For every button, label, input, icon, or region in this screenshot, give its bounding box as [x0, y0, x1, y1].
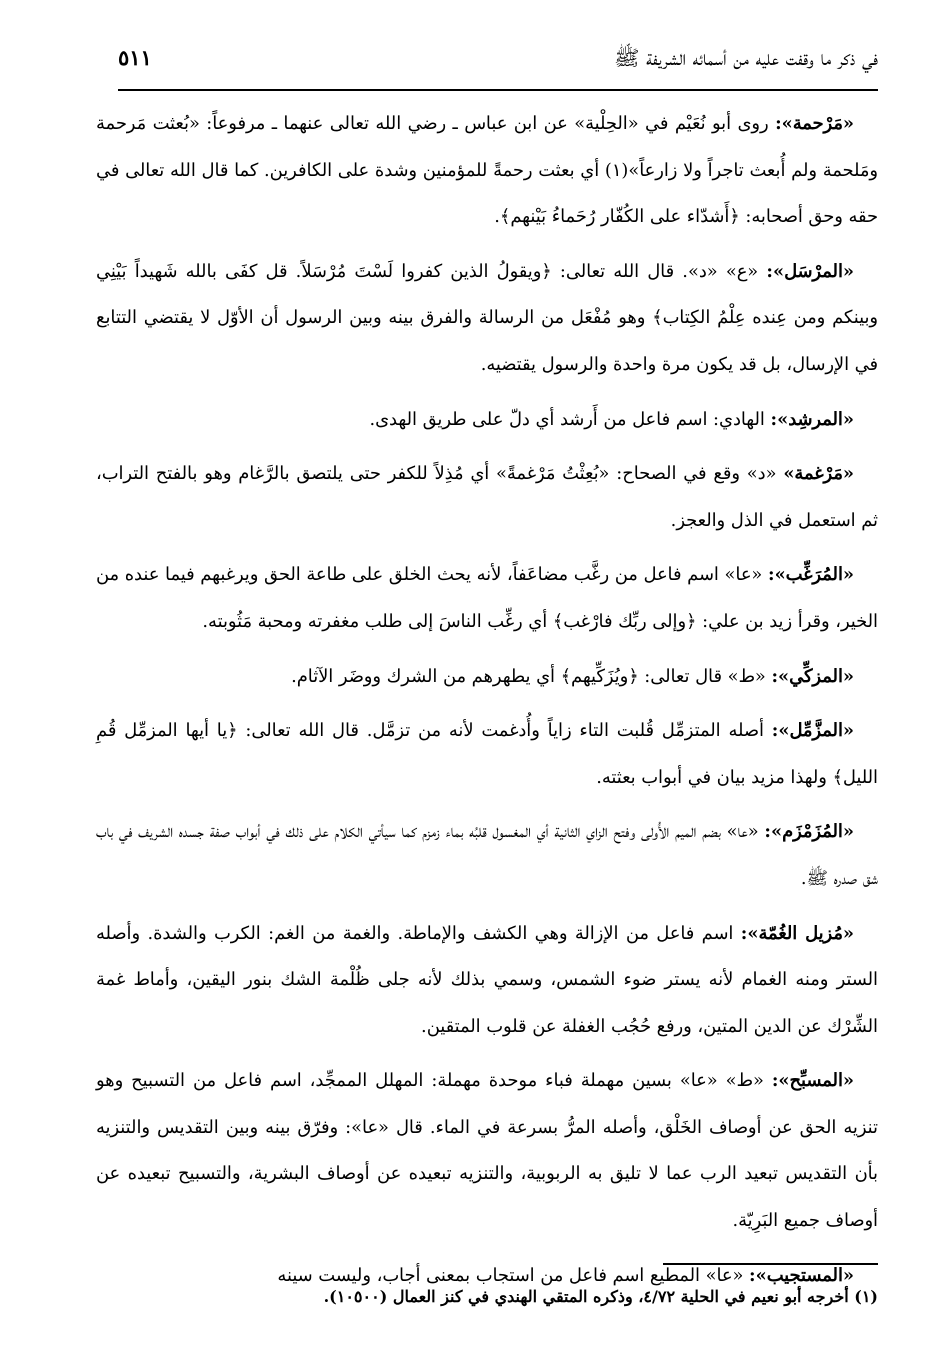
entry-term: «المزَّمِّل»: [771, 720, 854, 742]
entry-paragraph [96, 654, 878, 701]
entry-text: «ط» قال تعالى: ﴿ويُزَكِّيهم﴾ أي يطهرهم من الشرك ووضَر الآثام. [291, 665, 772, 687]
entry-term: «المرْسَل»: [766, 260, 854, 282]
entry-term: «مُزيل الغُمّة»: [740, 922, 854, 944]
entry-text: «د» وقع في الصحاح: «بُعِثْتُ مَرْغمةً» أي مُذِلاً للكفر حتى يلتصق بالرَّغام وهو بالفتح التراب، ثم استعمل في الذل والعجز. [96, 463, 878, 531]
entry-text: «عا» المطيع اسم فاعل من استجاب بمعنى أجاب، وليست سينه [277, 1264, 750, 1286]
entry-paragraph [96, 451, 878, 544]
entry-paragraph [96, 1058, 878, 1244]
entry-text: «عا» اسم فاعل من رغَّب مضاعَفاً، لأنه يحث الخلق على طاعة الحق ويرغبهم فيما عنده من الخير، وقرأ زيد بن علي: ﴿وإلى ربِّك فارْغب﴾ أي رغِّب الناسَ إلى طلب مغفرته ومحبة مَثُوبته. [96, 564, 878, 632]
page-body [96, 101, 878, 1307]
entry-paragraph [96, 397, 878, 444]
entry-term: «المُرَغِّب»: [768, 564, 854, 586]
page-header [118, 45, 878, 91]
entry-paragraph [96, 101, 878, 241]
footnote: (١) أخرجه أبو نعيم في الحلية ٤/٧٢، وذكره المتقي الهندي في كنز العمال (١٠٥٠٠). [323, 1287, 878, 1306]
entry-term: «المرشِد»: [770, 408, 854, 430]
running-title: في ذكر ما وقفت عليه من أسمائه الشريفة ﷺ [614, 46, 878, 70]
entry-text: أصله المتزمِّل قُلبت التاء زاياً وأُدغمت لأنه من تزمَّل. قال الله تعالى: ﴿يا أيها المزمِّل قُمِ الليل﴾ ولهذا مزيد بيان في أبواب بعثته. [96, 720, 878, 788]
entry-term: «مَرْغمة» [783, 463, 854, 485]
entry-text: روى أبو نُعَيْم في «الحِلْية» عن ابن عباس ـ رضي الله تعالى عنهما ـ مرفوعاً: «بُعثت مَرحمة ومَلحمة ولم أُبعث تاجراً ولا زارعاً»(١) أي بعثت رحمةً للمؤمنين وشدة على الكافرين. كما قال الله تعالى في حقه وحق أصحابه: ﴿أَشدّاء على الكُفّار رُحَماءُ بَيْنهم﴾. [96, 113, 879, 228]
entry-term: «المسبِّح»: [771, 1070, 854, 1092]
entry-paragraph [96, 708, 878, 801]
entry-paragraph [96, 911, 878, 1051]
entry-term: «المزكِّي»: [771, 665, 854, 687]
entry-text: «ط» «عا» بسين مهملة فباء موحدة مهملة: المهلل الممجِّد، اسم فاعل من التسبيح وهو تنزيه الحق عن أوصاف الخَلْق، وأصله المرُّ بسرعة في الماء. قال «عا»: وفرّق بينه وبين التقديس والتنزيه بأن التقديس تبعيد الرب عما لا تليق به الربوبية، والتنزيه تبعيده عن أوصاف البشرية، والتسبيح تبعيده عن أوصاف جميع البَرِيّة. [96, 1070, 878, 1232]
entry-term: «مَرْحمة»: [775, 113, 854, 134]
entry-paragraph [96, 249, 878, 389]
entry-paragraph [96, 552, 878, 645]
footnote-divider [663, 1263, 878, 1265]
entry-text: «عا» بضم الميم الأُولى وفتح الزاي الثانية أي المغسول قلبُه بماء زمزم كما سيأتي الكلام على ذلك في أبواب صفة جسده الشريف في باب شق صدره ﷺ. [96, 821, 878, 889]
entry-term: «المستجيب»: [749, 1264, 854, 1286]
entry-text: الهادي: اسم فاعل من أَرشد أي دلّ على طريق الهدى. [369, 408, 771, 430]
entry-text: «ع» «د». قال الله تعالى: ﴿ويقولُ الذين كفروا لَسْتَ مُرْسَلاً. قل كفَى بالله شَهيداً بَيْنِي وبينكم ومن عِنده عِلْمُ الكِتاب﴾ وهو مُفْعَل من الرسالة والفرق بينه وبين الرسول أن الأوّل لا يقتضي التتابع في الإرسال، بل قد يكون مرة واحدة والرسول يقتضيه. [96, 260, 878, 375]
entry-text: اسم فاعل من الإزالة وهي الكشف والإماطة. والغمة من الغم: الكرب والشدة. وأصله الستر ومنه الغمام لأنه يستر ضوء الشمس، وسمي بذلك لأنه جلى ظُلْمة الشك بنور اليقين، وأماط غمة الشِّرْك عن الدين المتين، ورفع حُجُب الغفلة عن قلوب المتقين. [96, 922, 878, 1037]
page-number: ٥١١ [118, 45, 152, 70]
entry-term: «المُزَمْزَم»: [764, 821, 854, 843]
entry-paragraph [96, 809, 878, 902]
